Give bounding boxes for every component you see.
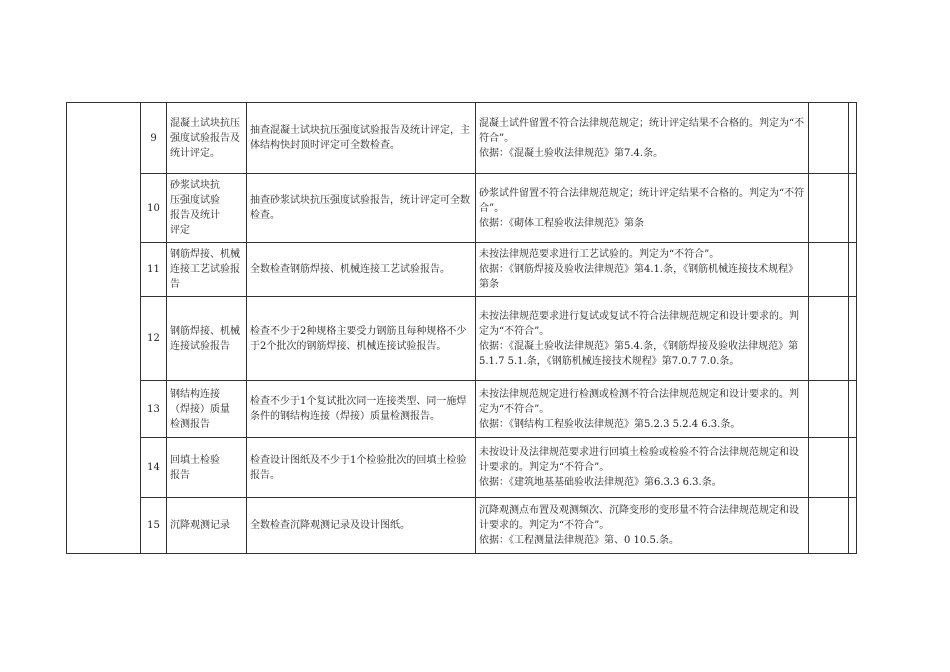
result-cell <box>809 381 849 438</box>
table-row <box>67 381 857 438</box>
judgement-criteria <box>476 381 809 438</box>
criteria-basis: 依据：《工程测量法律规范》第、0 10.5.条。 <box>479 535 679 546</box>
criteria-text: 未按法律规范要求进行工艺试验的。判定为“不符合”。 <box>479 249 720 260</box>
row-number: 13 <box>141 381 167 438</box>
remark-cell <box>849 174 857 243</box>
judgement-criteria <box>476 297 809 381</box>
remark-cell <box>849 103 857 174</box>
criteria-text: 沉降观测点布置及观测频次、沉降变形的变形量不符合法律规范规定和设计要求的。判定为“不符合”。 <box>479 505 799 531</box>
judgement-criteria <box>476 498 809 554</box>
table-row <box>67 297 857 381</box>
inspection-method: 检查不少于1个复试批次同一连接类型、同一施焊条件的钢结构连接（焊接）质量检测报告。 <box>247 381 476 438</box>
inspection-item: 回填土检验 报告 <box>167 438 247 498</box>
row-number: 10 <box>141 174 167 243</box>
remark-cell <box>849 243 857 297</box>
criteria-basis: 依据：《钢筋焊接及验收法律规范》第4.1.条，《钢筋机械连接技术规程》第条 <box>479 264 799 290</box>
inspection-method: 抽查砂浆试块抗压强度试验报告，统计评定可全数检查。 <box>247 174 476 243</box>
inspection-item: 钢筋焊接、机械 连接工艺试验报 告 <box>167 243 247 297</box>
inspection-method: 抽查混凝土试块抗压强度试验报告及统计评定，主体结构快封顶时评定可全数检查。 <box>247 103 476 174</box>
criteria-text: 混凝土试件留置不符合法律规范规定；统计评定结果不合格的。判定为“不符合”。 <box>479 117 805 144</box>
remark-cell <box>849 297 857 381</box>
remark-cell <box>849 381 857 438</box>
table-row <box>67 103 857 174</box>
result-cell <box>809 438 849 498</box>
table-row <box>67 438 857 498</box>
table-row <box>67 243 857 297</box>
criteria-basis: 依据：《钢结构工程验收法律规范》第5.2.3 5.2.4 6.3.条。 <box>479 418 741 430</box>
result-cell <box>809 498 849 554</box>
criteria-basis: 依据：《混凝土验收法律规范》第5.4.条，《钢筋焊接及验收法律规范》第5.1.7 5.1.条，《钢筋机械连接技术规程》第7.0.7 7.0.条。 <box>479 340 799 367</box>
judgement-criteria <box>476 174 809 243</box>
row-number: 14 <box>141 438 167 498</box>
criteria-text: 未按法律规范要求进行复试或复试不符合法律规范规定和设计要求的。判定为“不符合”。 <box>479 310 799 337</box>
criteria-text: 砂浆试件留置不符合法律规范规定；统计评定结果不合格的。判定为“不符合”。 <box>479 187 805 214</box>
result-cell <box>809 243 849 297</box>
table-row <box>67 498 857 554</box>
row-number: 11 <box>141 243 167 297</box>
criteria-basis: 依据：《混凝土验收法律规范》第7.4.条。 <box>479 147 664 159</box>
result-cell <box>809 103 849 174</box>
category-cell <box>67 103 141 554</box>
inspection-table <box>66 102 857 554</box>
row-number: 12 <box>141 297 167 381</box>
inspection-item: 沉降观测记录 <box>167 498 247 554</box>
criteria-text: 未按设计及法律规范要求进行回填土检验或检验不符合法律规范规定和设计要求的。判定为“不符合”。 <box>479 447 799 473</box>
inspection-method: 检查不少于2种规格主要受力钢筋且每种规格不少于2个批次的钢筋焊接、机械连接试验报告。 <box>247 297 476 381</box>
inspection-method: 全数检查沉降观测记录及设计图纸。 <box>247 498 476 554</box>
judgement-criteria <box>476 438 809 498</box>
judgement-criteria <box>476 103 809 174</box>
inspection-item: 钢结构连接 （焊接）质量 检测报告 <box>167 381 247 438</box>
table-row <box>67 174 857 243</box>
remark-cell <box>849 438 857 498</box>
row-number: 9 <box>141 103 167 174</box>
inspection-item: 混凝土试块抗压 强度试验报告及 统计评定。 <box>167 103 247 174</box>
result-cell <box>809 174 849 243</box>
criteria-basis: 依据：《砌体工程验收法律规范》第条 <box>479 217 644 229</box>
criteria-text: 未按法律规范规定进行检测或检测不符合法律规范规定和设计要求的。判定为“不符合”。 <box>479 388 799 415</box>
inspection-method: 检查设计图纸及不少于1个检验批次的回填土检验报告。 <box>247 438 476 498</box>
row-number: 15 <box>141 498 167 554</box>
remark-cell <box>849 498 857 554</box>
inspection-item: 砂浆试块抗 压强度试验 报告及统计 评定 <box>167 174 247 243</box>
result-cell <box>809 297 849 381</box>
inspection-item: 钢筋焊接、机械 连接试验报告 <box>167 297 247 381</box>
criteria-basis: 依据：《建筑地基基础验收法律规范》第6.3.3 6.3.条。 <box>479 477 722 488</box>
judgement-criteria <box>476 243 809 297</box>
inspection-method: 全数检查钢筋焊接、机械连接工艺试验报告。 <box>247 243 476 297</box>
